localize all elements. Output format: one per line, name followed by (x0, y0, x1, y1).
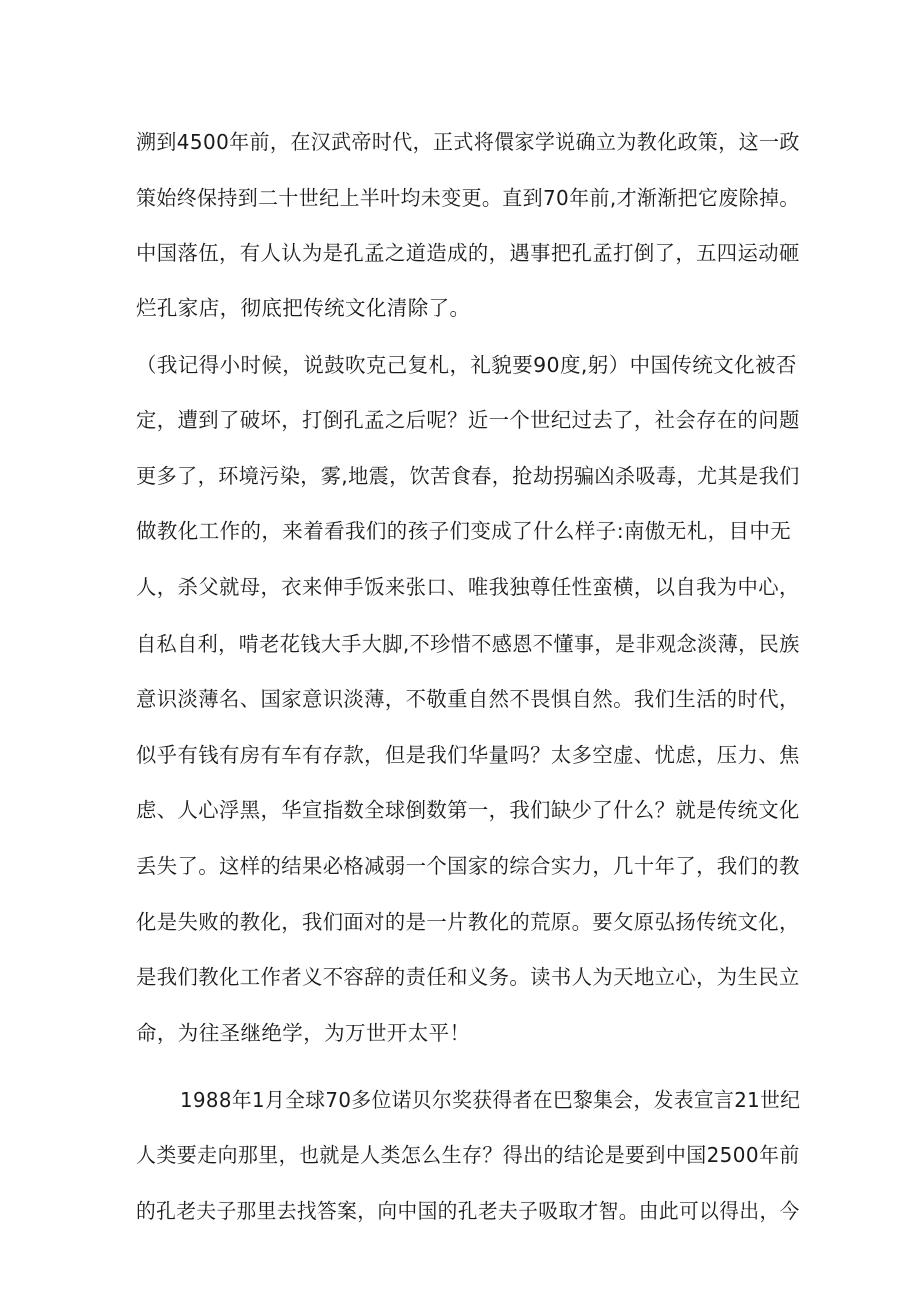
text-line: 丢失了。这样的结果必格减弱一个国家的综合实力，几十年了，我们的教 (136, 854, 800, 878)
text-line: 的孔老夫子那里去找答案，向中国的孔老夫子吸取才智。由此可以得出，今 (136, 1199, 800, 1223)
text-line: 虑、人心浮黑，华宣指数全球倒数第一，我们缺少了什么？就是传统文化 (136, 798, 800, 822)
text-line: 人，杀父就母，衣来伸手饭来张口、唯我独尊任性蛮横，以自我为中心， (136, 575, 800, 599)
text-line: 化是失败的教化，我们面对的是一片教化的荒原。要攵原弘扬传统文化， (136, 910, 800, 934)
text-line: 意识淡薄名、国家意识淡薄，不敬重自然不畏惧自然。我们生活的时代， (136, 687, 800, 711)
text-line: 是我们教化工作者义不容辞的责任和义务。读书人为天地立心，为生民立 (136, 965, 800, 989)
text-line: 烂孔家店，彻底把传统文化清除了。 (136, 296, 471, 320)
text-line: 溯到4500年前，在汉武帝时代，正式将儇家学说确立为教化政策，这一政 (136, 130, 800, 154)
text-line: 做教化工作的，来着看我们的孩子们变成了什么样子:南傲无札，目中无 (136, 519, 792, 543)
text-line: 更多了，环境污染，雾,地震，饮苦食春，抢劫拐骗凶杀吸毒，尤其是我们 (136, 464, 800, 488)
text-line: 策始终保持到二十世纪上半叶均未变更。直到70年前,才渐渐把它废除掉。 (136, 186, 800, 210)
text-line-indented: 1988年1月全球70多位诺贝尔奖获得者在巴黎集会，发表宣言21世纪 (180, 1088, 801, 1112)
text-line: （我记得小时候，说鼓吹克己复札，礼貌要90度,躬）中国传统文化被否 (136, 353, 797, 377)
text-line: 命，为往圣继绝学，为万世开太平！ (136, 1021, 471, 1045)
text-line: 人类要走向那里，也就是人类怎么生存？得出的结论是要到中国2500年前 (136, 1143, 800, 1167)
text-line: 定，遭到了破坏，打倒孔孟之后呢？近一个世纪过去了，社会存在的问题 (136, 408, 800, 432)
text-line: 似乎有钱有房有车有存款，但是我们华量吗？太多空虚、忧虑，压力、焦 (136, 743, 800, 767)
text-line: 自私自利，啃老花钱大手大脚,不珍惜不感恩不懂事，是非观念淡薄，民族 (136, 632, 800, 656)
text-line: 中国落伍，有人认为是孔孟之道造成的，遇事把孔孟打倒了，五四运动砸 (136, 241, 800, 265)
